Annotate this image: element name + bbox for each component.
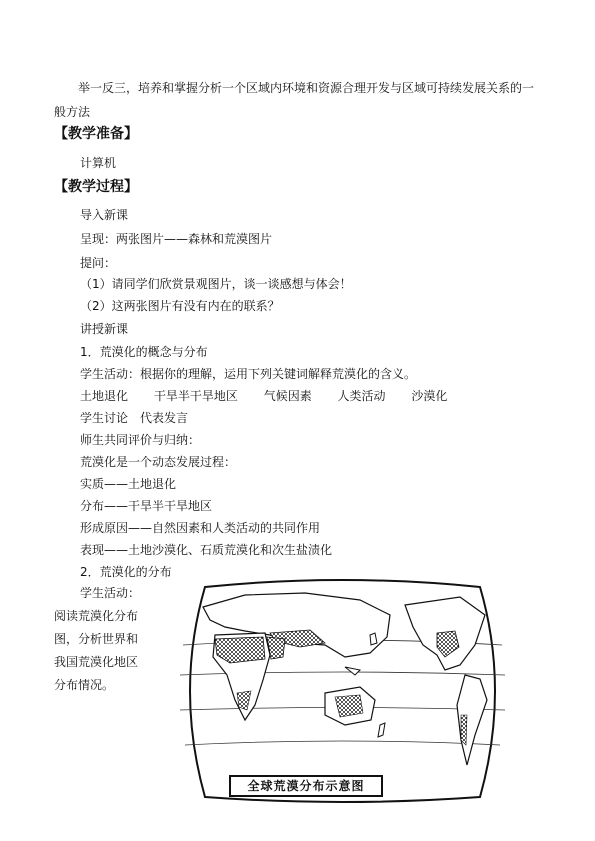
keyword: 沙漠化 (411, 389, 448, 403)
evaluate-line: 师生共同评价与归纳： (80, 433, 201, 447)
section-2-title: 2．荒漠化的分布 (80, 565, 172, 579)
side-text-3: 我国荒漠化地区 (54, 655, 139, 669)
discuss-line: 学生讨论 代表发言 (80, 411, 189, 425)
question-1: （1）请同学们欣赏景观图片，谈一谈感想与体会！ (80, 277, 352, 291)
dynamic-line: 荒漠化是一个动态发展过程： (80, 455, 237, 469)
lead-in: 导入新课 (80, 208, 129, 222)
keyword-list (80, 388, 469, 404)
world-desertification-map (175, 575, 510, 805)
keyword: 干旱半干旱地区 (153, 389, 238, 403)
intro-line-2: 般方法 (54, 105, 91, 119)
intro-line-1: 举一反三，培养和掌握分析一个区域内环境和资源合理开发与区域可持续发展关系的一 (78, 81, 535, 95)
distribution-line: 分布——干旱半干旱地区 (80, 499, 213, 513)
side-text-1: 阅读荒漠化分布 (54, 609, 139, 623)
teach-line: 讲授新课 (80, 322, 129, 336)
ask-line: 提问： (80, 256, 117, 270)
present-line: 呈现：两张图片——森林和荒漠图片 (80, 232, 273, 246)
map-caption: 全球荒漠分布示意图 (229, 775, 383, 797)
essence-line: 实质——土地退化 (80, 477, 177, 491)
side-text-2: 图，分析世界和 (54, 632, 139, 646)
australia-desert (335, 695, 363, 717)
keyword: 土地退化 (80, 389, 129, 403)
process-heading: 【教学过程】 (54, 179, 138, 195)
sa-desert (461, 715, 467, 745)
causes-line: 形成原因——自然因素和人类活动的共同作用 (80, 521, 321, 535)
prep-heading: 【教学准备】 (54, 126, 138, 142)
prep-item: 计算机 (80, 156, 117, 170)
side-text-4: 分布情况。 (54, 678, 115, 692)
activity-1: 学生活动：根据你的理解，运用下列关键词解释荒漠化的含义。 (80, 367, 417, 381)
keyword: 人类活动 (337, 389, 386, 403)
activity-2: 学生活动： (80, 586, 141, 600)
keyword: 气候因素 (263, 389, 312, 403)
manifest-line: 表现——土地沙漠化、石质荒漠化和次生盐渍化 (80, 543, 333, 557)
section-1-title: 1．荒漠化的概念与分布 (80, 345, 208, 359)
map-illustration (175, 575, 510, 805)
question-2: （2）这两张图片有没有内在的联系？ (80, 299, 280, 313)
